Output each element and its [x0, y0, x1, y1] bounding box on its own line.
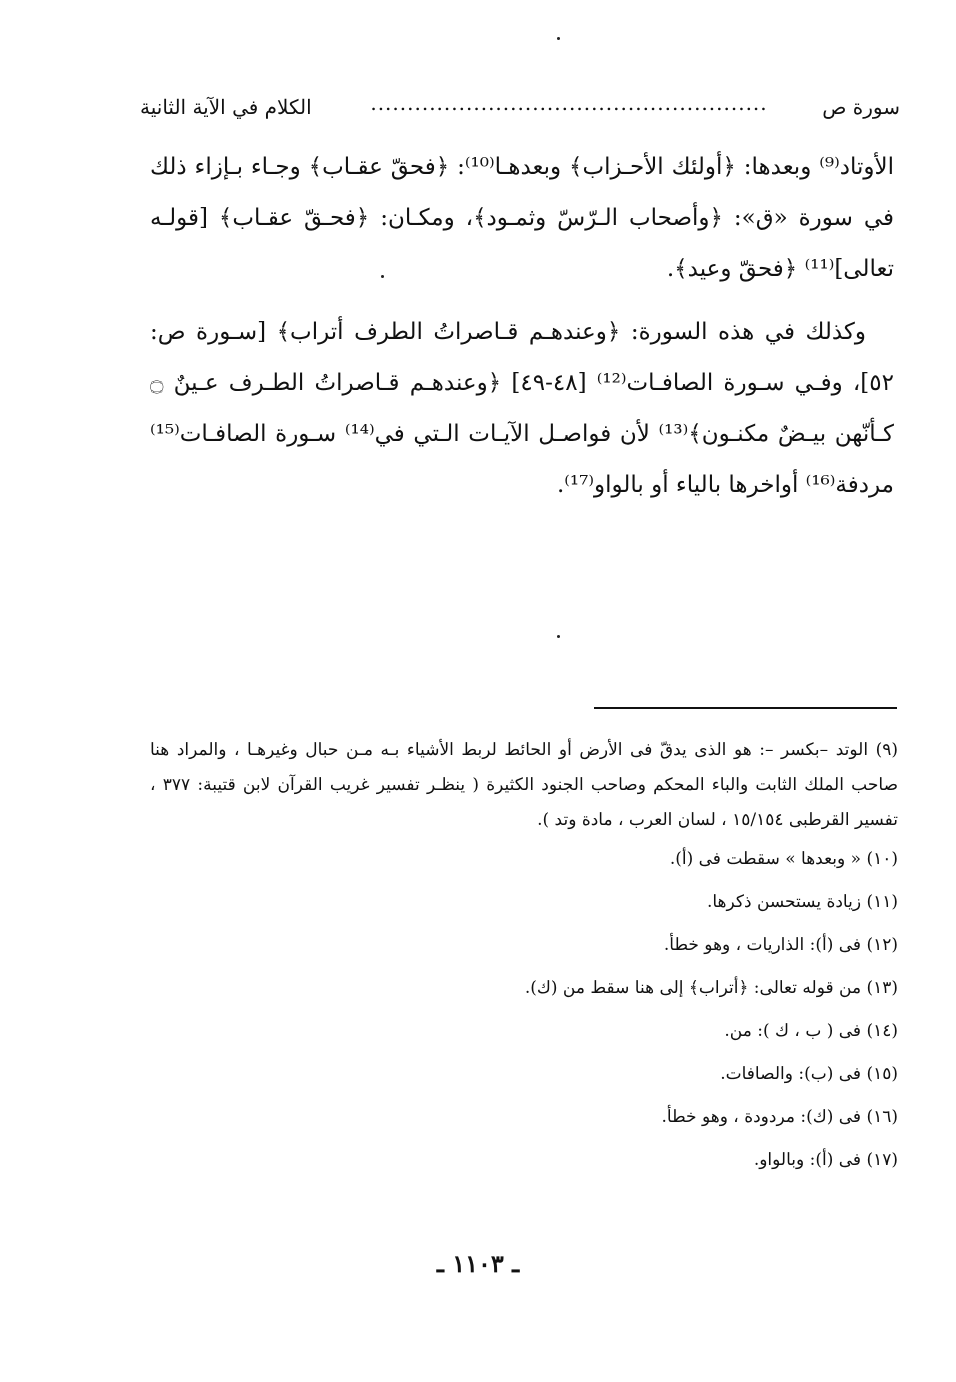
- footnote-14: (١٤) فى ( ب ، ك ): من.: [724, 1021, 898, 1041]
- scan-speck: [557, 635, 560, 638]
- header-section-title: الكلام في الآية الثانية: [140, 95, 312, 119]
- footnote-15: (١٥) فى (ب): والصافات.: [720, 1064, 898, 1084]
- footnote-9: (٩) الوتد –بكسر –: هو الذى يدقّ فى الأرض أو الحائط لربط الأشياء بـه مـن حبال وغيرهـا ، والمراد هنا صاحب الملك الثابت والباء المحكم وصاحب الجنود الكثيرة ( ينظـر تفسير غريب القرآن لابن قتيبة: ٣٧٧ ، تفسير القرطبى ١٥/١٥٤ ، لسان العرب ، مادة وتد ).: [150, 740, 899, 830]
- body-paragraph-1: الأوتاد⁽⁹⁾ وبعدها: ﴿أولئك الأحـزاب﴾ وبعدهـا⁽¹⁰⁾: ﴿فحقّ عقـاب﴾ وجـاء بـإزاء ذلك في سورة «ق»: ﴿وأصحاب الـرّسّ وثمـود﴾، ومكـان: ﴿فحـقّ عقـاب﴾ [قولـه تعالى]⁽¹¹⁾ ﴿فحقّ وعيد﴾.: [150, 154, 895, 282]
- footnote-12: (١٢) فى (أ): الذاريات ، وهو خطأ.: [663, 935, 898, 955]
- header-sura-title: سورة ص: [822, 95, 900, 119]
- footnote-separator: [594, 707, 897, 709]
- footnote-16: (١٦) فى (ك): مردودة ، وهو خطأ.: [661, 1107, 898, 1127]
- body-paragraph-2: وكذلك في هذه السورة: ﴿وعندهـم قـاصراتُ الطرف أتراب﴾ [سـورة ص: ٥٢]، وفـي سـورة الصافـات⁽¹²⁾ [٤٨-٤٩] ﴿وعندهـم قـاصراتُ الطـرف عـينٌ ۝ كـأنّهن بيـضٌ مكنـون﴾⁽¹³⁾ لأن فواصـل الآيـات الـتي في⁽¹⁴⁾ سـورة الصافـات⁽¹⁵⁾ مردفة⁽¹⁶⁾ أواخرها بالياء أو بالواو⁽¹⁷⁾.: [150, 319, 894, 498]
- main-text: [150, 142, 894, 511]
- footnote-17: (١٧) فى (أ): وبالواو.: [753, 1150, 898, 1170]
- header-dot-leader: ......................................................: [370, 91, 768, 115]
- footnote-11: (١١) زيادة يستحسن ذكرها.: [706, 892, 898, 912]
- page-number: ـ ١١٠٣ ـ: [436, 1249, 520, 1278]
- footnote-10: (١٠) « وبعدها » سقطت فى (أ).: [669, 849, 898, 869]
- footnotes: [150, 733, 898, 1182]
- scan-speck: [557, 37, 560, 40]
- footnote-13: (١٣) من قوله تعالى: ﴿أتراب﴾ إلى هنا سقط من (ك).: [524, 978, 898, 998]
- running-header: [140, 90, 900, 124]
